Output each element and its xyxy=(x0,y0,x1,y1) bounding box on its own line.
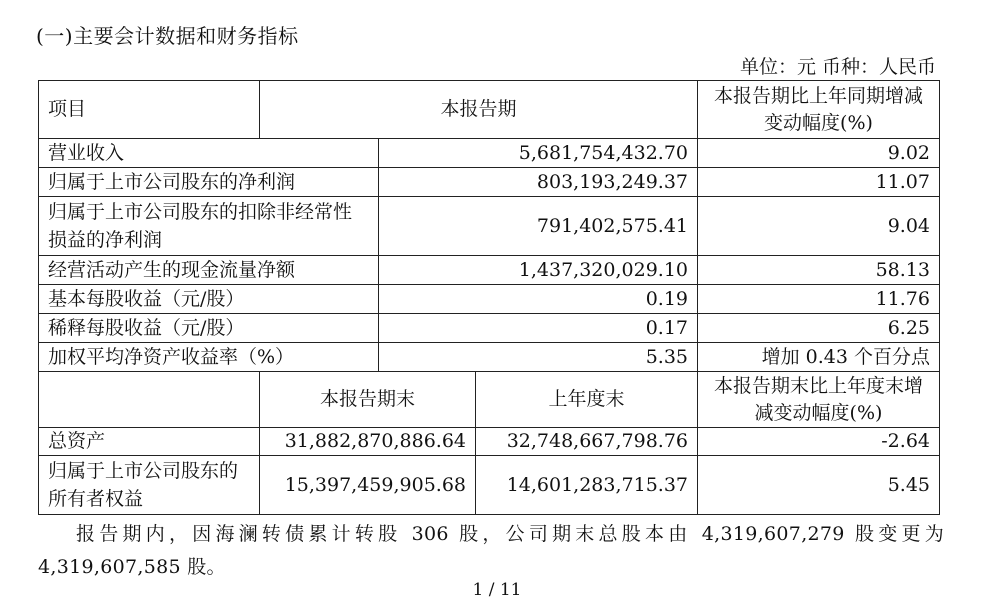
row-current-value: 1,437,320,029.10 xyxy=(379,256,698,285)
row-change-value: 11.07 xyxy=(698,168,940,197)
page-number: 1 / 11 xyxy=(472,580,522,600)
row-change-value: -2.64 xyxy=(698,428,940,456)
row-current-value: 5.35 xyxy=(379,343,698,372)
header-last-year-end: 上年度末 xyxy=(476,372,698,428)
row-label: 归属于上市公司股东的所有者权益 xyxy=(39,456,260,515)
row-current-value: 0.17 xyxy=(379,314,698,343)
row-current-value: 0.19 xyxy=(379,285,698,314)
row-change-value: 5.45 xyxy=(698,456,940,515)
row-label: 稀释每股收益（元/股） xyxy=(39,314,379,343)
row-label: 归属于上市公司股东的净利润 xyxy=(39,168,379,197)
row-change-value: 增加 0.43 个百分点 xyxy=(698,343,940,372)
header-blank xyxy=(39,372,260,428)
row-change-value: 11.76 xyxy=(698,285,940,314)
row-change-value: 9.02 xyxy=(698,139,940,168)
section-title: (一)主要会计数据和财务指标 xyxy=(36,24,299,48)
row-label: 经营活动产生的现金流量净额 xyxy=(39,256,379,285)
row-last-year-end-value: 14,601,283,715.37 xyxy=(476,456,698,515)
header-item: 项目 xyxy=(39,81,260,139)
row-current-value: 791,402,575.41 xyxy=(379,197,698,256)
header-current-period: 本报告期 xyxy=(260,81,698,139)
row-label: 加权平均净资产收益率（%） xyxy=(39,343,379,372)
row-last-year-end-value: 32,748,667,798.76 xyxy=(476,428,698,456)
row-period-end-value: 15,397,459,905.68 xyxy=(260,456,476,515)
row-current-value: 5,681,754,432.70 xyxy=(379,139,698,168)
header-yoy-change: 本报告期比上年同期增减变动幅度(%) xyxy=(698,81,940,139)
row-change-value: 9.04 xyxy=(698,197,940,256)
row-change-value: 6.25 xyxy=(698,314,940,343)
row-label: 营业收入 xyxy=(39,139,379,168)
row-label: 归属于上市公司股东的扣除非经常性损益的净利润 xyxy=(39,197,379,256)
header-period-end: 本报告期末 xyxy=(260,372,476,428)
row-current-value: 803,193,249.37 xyxy=(379,168,698,197)
header-period-end-change: 本报告期末比上年度末增减变动幅度(%) xyxy=(698,372,940,428)
share-conversion-note: 报告期内，因海澜转债累计转股 306 股，公司期末总股本由 4,319,607,279 股变更为 4,319,607,585 股。 xyxy=(38,523,944,578)
row-change-value: 58.13 xyxy=(698,256,940,285)
row-label: 总资产 xyxy=(39,428,260,456)
unit-currency-line: 单位：元 币种：人民币 xyxy=(739,56,936,78)
row-period-end-value: 31,882,870,886.64 xyxy=(260,428,476,456)
row-label: 基本每股收益（元/股） xyxy=(39,285,379,314)
financial-data-table xyxy=(38,80,939,514)
